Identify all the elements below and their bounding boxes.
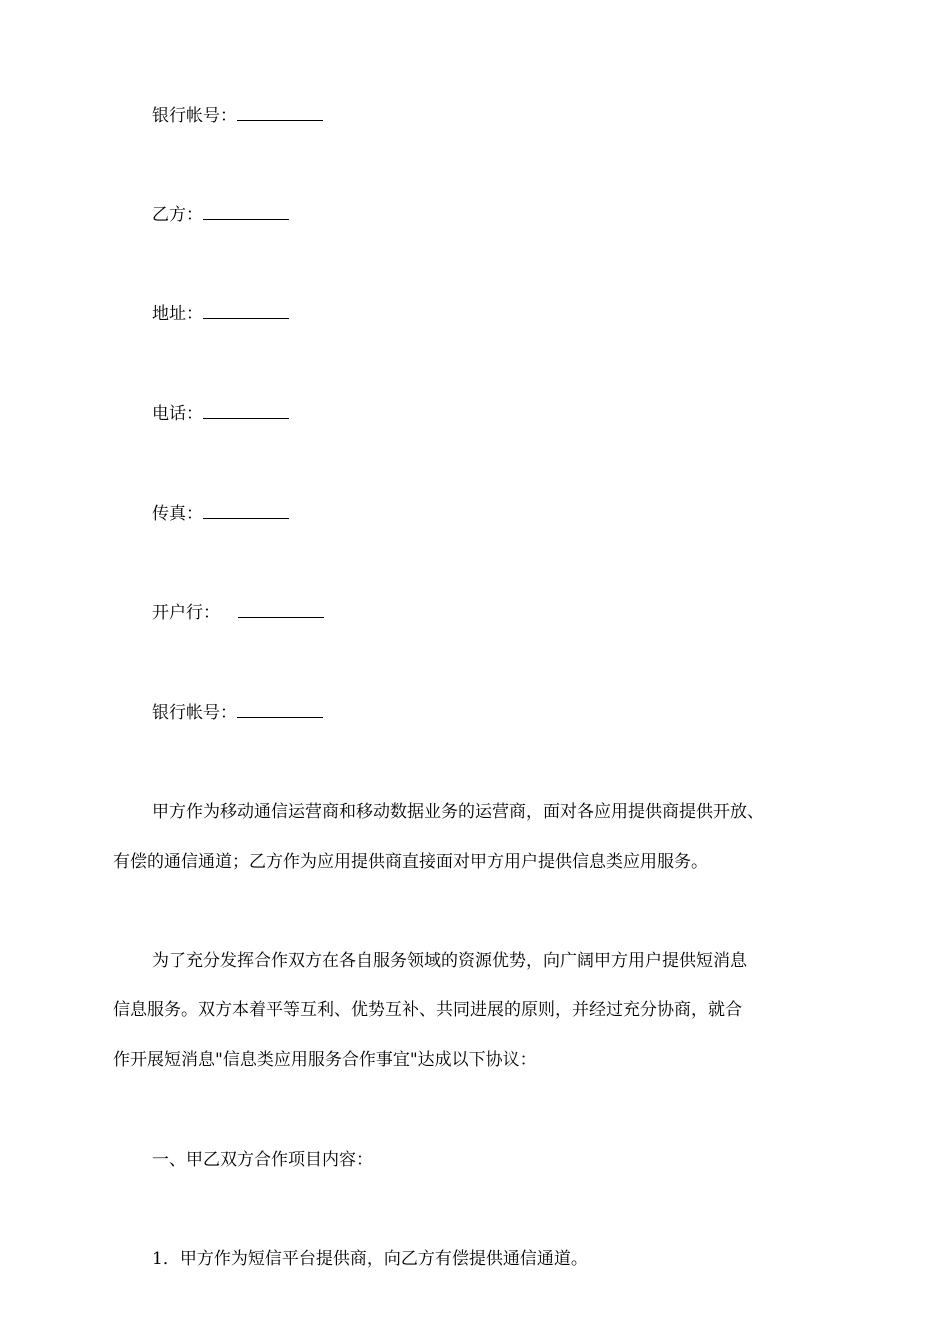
field-label: 传真： [152, 504, 203, 524]
blank-line [203, 504, 289, 519]
field-label: 乙方： [152, 205, 203, 225]
paragraph2-line2: 信息服务。双方本着平等互利、优势互补、共同进展的原则，并经过充分协商，就合 [113, 1000, 742, 1020]
field-label: 银行帐号： [152, 703, 237, 723]
field-label: 电话： [152, 404, 203, 424]
blank-line [237, 106, 323, 121]
fax-field [152, 503, 289, 525]
bank-account-field-1 [152, 105, 323, 127]
paragraph1-line1: 甲方作为移动通信运营商和移动数据业务的运营商，面对各应用提供商提供开放、 [152, 802, 764, 822]
bank-name-field [152, 602, 324, 624]
section1-item1: 1．甲方作为短信平台提供商，向乙方有偿提供通信通道。 [152, 1249, 588, 1269]
field-label: 开户行： [152, 603, 220, 623]
blank-line [238, 603, 324, 618]
bank-account-field-2 [152, 702, 323, 724]
field-label: 地址： [152, 304, 203, 324]
party-b-field [152, 204, 289, 226]
blank-line [203, 404, 289, 419]
field-label: 银行帐号： [152, 106, 237, 126]
section1-heading: 一、甲乙双方合作项目内容： [152, 1150, 373, 1170]
phone-field [152, 403, 289, 425]
blank-line [203, 205, 289, 220]
paragraph2-line1: 为了充分发挥合作双方在各自服务领域的资源优势，向广阔甲方用户提供短消息 [152, 951, 747, 971]
paragraph2-line3: 作开展短消息"信息类应用服务合作事宜"达成以下协议： [113, 1050, 537, 1070]
paragraph1-line2: 有偿的通信通道；乙方作为应用提供商直接面对甲方用户提供信息类应用服务。 [113, 852, 708, 872]
blank-line [237, 703, 323, 718]
blank-line [203, 304, 289, 319]
address-field [152, 303, 289, 325]
